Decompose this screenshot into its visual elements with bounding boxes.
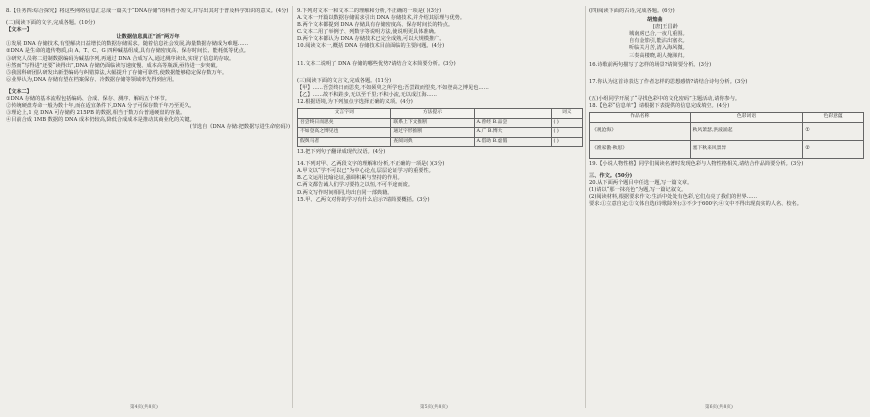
question-11: 11.文本二说明了 DNA 存储的哪些优势?请结合文本简要分析。(3分) (297, 60, 456, 67)
poem-line: 听临关月苦,清入海风微。 (629, 45, 688, 52)
color-table (589, 112, 864, 159)
page-footer: 第6页(共8页) (705, 405, 733, 410)
table-header: 词义 (551, 109, 582, 119)
option-d: D.两文写作时间相同,均出自同一部典籍。 (297, 189, 393, 196)
essay-requirements: 要求:①立意自定;②文体自选(诗歌除外);③不少于600字;④文中不得出现真实的人名、校名。 (589, 201, 802, 207)
table-cell: A.借助 B.虚假 (474, 137, 551, 147)
paragraph: ①DNA 存储的基本流程包括编码、合成、保存、测序、解码五个环节。 (6, 96, 170, 103)
table-row (590, 122, 864, 140)
answer-cell[interactable]: ( ) (551, 128, 582, 138)
section-5-heading: (五)小组同学开展了“寻找色彩中的文化密码”主题活动,请你参与。 (589, 95, 741, 102)
option-a: A.文本一开篇以数据存储需求引出 DNA 存储技术,并介绍其原理与优势。 (297, 15, 466, 22)
paragraph: ⑤我国科研团队研发出新型编码与纠错算法,大幅提升了存储可靠性,使数据能够稳定保存数万年。 (6, 69, 228, 76)
article-title: 让数据信息真正“活”两万年 (116, 34, 180, 41)
column-divider (292, 6, 293, 408)
section-2-heading: (二)阅读下面的文字,完成各题。(10分) (6, 20, 95, 27)
table-cell: 塞下秋来风景异 (690, 140, 803, 158)
composition-heading: 三、作文。(50分) (589, 172, 633, 179)
question-10: 10.阅读文本一,概括 DNA 存储技术目前面临的主要问题。(4分) (297, 43, 445, 50)
poem-title: 胡笳曲 (647, 17, 663, 24)
paragraph: ④目前合成 1MB 数据的 DNA 成本仍较高,降低合成成本是推动其商业化的关键。 (6, 117, 195, 124)
question-9: 9.下列对文本一和文本二的理解和分析,不正确的一项是( )(3分) (297, 8, 442, 14)
table-header: 文言字词 (298, 109, 391, 119)
question-18: 18.【色彩“信息单”】请根据下表提供的信息完成填空。(4分) (589, 102, 730, 109)
essay-option-2: (2)阅读材料,根据要求作文:生活中处处有色彩,它们点亮了我们的世界…… (589, 193, 758, 200)
table-cell: 《渔家傲·秋思》 (590, 140, 691, 158)
table-cell: 联系上下文推断 (391, 118, 474, 128)
option-b: B.两个文本都提到 DNA 存储具有存储密度高、保存时间长的特点。 (297, 22, 454, 29)
question-13: 13.把下列句子翻译成现代汉语。(4分) (297, 149, 386, 156)
paragraph: ②传统硬盘寿命一般为数十年,而在适宜条件下,DNA 分子可保存数千年乃至更久。 (6, 103, 195, 110)
poem-author: [唐]王昌龄 (653, 24, 678, 31)
poem-line: 城南虏已合,一夜几重围。 (629, 31, 688, 38)
table-header: 色彩词语 (690, 113, 803, 123)
answer-cell[interactable]: ② (803, 140, 864, 158)
table-row (298, 118, 583, 128)
table-row (298, 137, 583, 147)
paragraph: ⑥业界认为,DNA 存储有望在档案保存、冷数据存储等领域率先得到应用。 (6, 76, 178, 83)
question-8: 8.【任务四:综合探究】将这些网络信息汇总成一篇关于“DNA存储”的科普小短文,并写出其对于普及科学知识的意义。(4分) (6, 8, 289, 14)
table-row (298, 128, 583, 138)
passage-jia: 【甲】……吾尝终日而思矣,不如须臾之所学也;吾尝跂而望矣,不如登高之博见也…… (297, 84, 489, 91)
table-cell: A.广 B.博大 (474, 128, 551, 138)
poem-line: 自有金笳引,能沾出塞衣。 (629, 38, 688, 45)
table-cell: 《观沧海》 (590, 122, 691, 140)
column-divider (585, 6, 586, 408)
table-cell: 通过字形推断 (391, 128, 474, 138)
table-header: 方法提示 (391, 109, 474, 119)
question-17: 17.你认为这首诗表达了作者怎样的思想感情?请结合诗句分析。(3分) (589, 78, 748, 85)
text-1-label: 【文本一】 (6, 27, 32, 34)
question-12: 12.根据语境,为下列加点字选择正确的义项。(4分) (297, 98, 413, 105)
option-c: C.两文都告诫人们学习要持之以恒,不可半途而废。 (297, 182, 414, 189)
section-3-heading: (三)阅读下面的文言文,完成各题。(11分) (297, 77, 392, 84)
question-16: 16.诗歌前两句描写了怎样的场景?请简要分析。(3分) (589, 61, 712, 68)
answer-cell[interactable]: ( ) (551, 137, 582, 147)
option-c: C.文本二用了举例子、列数字等说明方法,使说明更具体准确。 (297, 29, 439, 36)
question-19: 19.【小说人物性格】同学们阅读名著时发现色彩与人物性格相关,请结合作品简要分析。(3分) (589, 160, 804, 167)
table-cell: 吾尝终日而思矣 (298, 118, 391, 128)
page-footer: 第4页(共8页) (130, 405, 158, 410)
question-14: 14.下列对甲、乙两段文字的理解和分析,不正确的一项是( )(3分) (297, 161, 445, 168)
paragraph: ③研究人员将二进制数据编码为碱基序列,再通过 DNA 合成写入,通过测序读出,实现了信息的存取。 (6, 55, 235, 62)
page-4-column (6, 8, 290, 408)
paragraph: ③理论上,1 克 DNA 可存储约 215PB 的数据,相当于数万台普通硬盘的容量。 (6, 110, 186, 117)
page-5-column (297, 8, 583, 408)
poem-line: 三奏高楼晓,胡人掩涕归。 (629, 52, 688, 59)
paragraph: ④然而“写得进”还要“读得出”,DNA 存储仍面临读写速度慢、成本高等瓶颈,亟待进一步突破。 (6, 62, 221, 69)
table-cell: 假舆马者 (298, 137, 391, 147)
page-6-column (589, 8, 864, 408)
table-header: 色彩意蕴 (803, 113, 864, 123)
table-row (590, 140, 864, 158)
paragraph: ①发展 DNA 存储技术,有望解决日益增长的数据存储需求。随着信息社会发展,海量数据存储成为难题…… (6, 41, 249, 48)
table-header: 作品名称 (590, 113, 691, 123)
passage-yi: 【乙】……故不积跬步,无以至千里;不积小流,无以成江海…… (297, 91, 437, 98)
option-b: B.乙文运用比喻论证,强调积累与坚持的作用。 (297, 175, 403, 182)
source-note: (节选自《DNA 存储:把数据写进生命密码》) (189, 124, 290, 131)
option-d: D.两个文本都认为 DNA 存储技术已完全成熟,可以大规模推广。 (297, 36, 445, 43)
text-2-label: 【文本二】 (6, 88, 32, 95)
paragraph: ②DNA 是生命的遗传物质,由 A、T、C、G 四种碱基组成,具有存储密度高、保存时间长、能耗低等优点。 (6, 48, 249, 55)
vocab-table (297, 108, 583, 147)
table-header (474, 109, 551, 119)
poem (629, 17, 864, 60)
table-cell: 不如登高之博见也 (298, 128, 391, 138)
essay-option-1: (1)请以“那一抹亮色”为题,写一篇记叙文。 (589, 186, 687, 193)
page-footer: 第5页(共8页) (420, 405, 448, 410)
option-a: A.甲文以“学不可以已”为中心论点,层层论证学习的重要性。 (297, 168, 434, 175)
table-cell: 秋风萧瑟,洪波涌起 (690, 122, 803, 140)
table-cell: 查阅词典 (391, 137, 474, 147)
question-15: 15.甲、乙两文对你的学习有什么启示?请简要概括。(3分) (297, 196, 430, 203)
section-4-heading: (四)阅读下面的古诗,完成各题。(6分) (589, 8, 675, 14)
answer-cell[interactable]: ( ) (551, 118, 582, 128)
question-20: 20.从下面两个题目中任选一题,写一篇文章。 (589, 179, 693, 186)
answer-cell[interactable]: ① (803, 122, 864, 140)
table-cell: A.曾经 B.品尝 (474, 118, 551, 128)
